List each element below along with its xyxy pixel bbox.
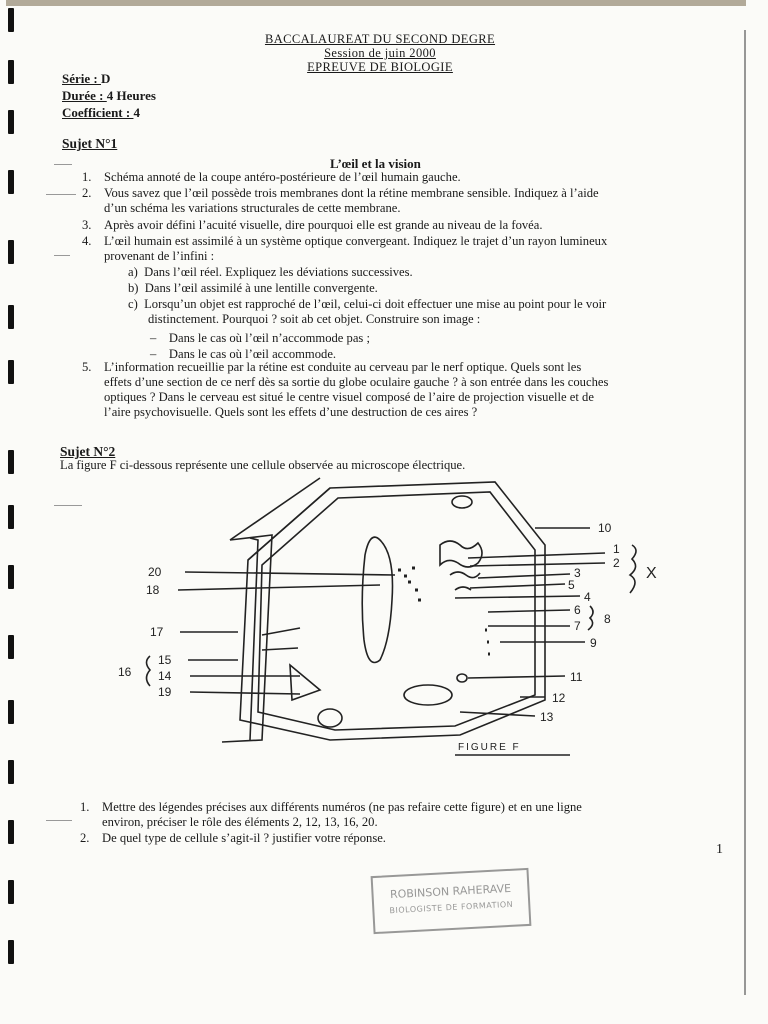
ink-stamp: [371, 868, 532, 934]
duree-value: 4 Heures: [106, 88, 156, 103]
stamp-line-1: ROBINSON RAHERAVE: [389, 881, 512, 902]
leader-line: [468, 676, 565, 678]
page-number: 1: [716, 842, 723, 857]
duree-label: Durée :: [62, 88, 107, 103]
fig-label-13: 13: [540, 710, 554, 724]
fig-label-4: 4: [584, 590, 591, 604]
sub-letter: c): [128, 297, 138, 311]
question-text-cont: d’un schéma les variations structurales de cette membrane.: [104, 201, 401, 215]
margin-mark: [54, 255, 70, 256]
header-line-2: Session de juin 2000: [324, 46, 436, 60]
sujet1-title: L’œil et la vision: [330, 156, 421, 171]
figure-caption: FIGURE F: [458, 742, 521, 753]
fig-label-20: 20: [148, 565, 162, 579]
serie-label: Série :: [62, 71, 101, 86]
sub-text-cont: distinctement. Pourquoi ? soit ab cet objet. Construire son image :: [148, 312, 481, 326]
dash-bullet: –: [150, 331, 157, 345]
leader-line: [478, 574, 570, 578]
margin-mark: [46, 820, 72, 821]
question-text-cont: provenant de l’infini :: [104, 249, 215, 263]
question-text: Vous savez que l’œil possède trois membranes dont la rétine membrane sensible. Indiquez à l’aide: [104, 186, 599, 200]
question-text: Schéma annoté de la coupe antéro-postérieure de l’œil humain gauche.: [104, 170, 461, 184]
question-text: L’œil humain est assimilé à un système optique convergeant. Indiquez le trajet d’un rayon lumineux: [104, 234, 608, 248]
neighbour-wall-left-inner: [250, 538, 258, 740]
fig-label-19: 19: [158, 685, 172, 699]
question-text: Mettre des légendes précises aux différents numéros (ne pas refaire cette figure) et en une ligne: [102, 800, 582, 814]
leader-line: [468, 553, 605, 558]
reticulum-cluster: [440, 541, 482, 567]
question-text-cont: l’aire psychovisuelle. Quels sont les effets d’une destruction de ces aires ?: [104, 405, 478, 419]
fig-label-6: 6: [574, 603, 581, 617]
header-line-1: BACCALAUREAT DU SECOND DEGRE: [264, 32, 496, 46]
question-number: 4.: [82, 234, 92, 248]
organelle-triangle: [290, 665, 320, 700]
sujet2-heading: Sujet N°2: [60, 444, 116, 459]
sub-text: Dans l’œil réel. Expliquez les déviations successives.: [144, 265, 413, 279]
sujet2-question-2: [80, 831, 720, 846]
brace-x: [630, 545, 636, 593]
question-text-cont: optiques ? Dans le cerveau est situé le centre visuel composé de l’aire de projection visuelle et de: [104, 390, 594, 404]
dash-bullet: –: [150, 347, 157, 361]
question-text: De quel type de cellule s’agit-il ? justifier votre réponse.: [102, 831, 386, 845]
fig-label-7: 7: [574, 619, 581, 633]
coef-label: Coefficient :: [62, 105, 134, 120]
ribosome-dots: [398, 568, 421, 600]
leader-line: [455, 596, 580, 598]
fig-label-18: 18: [146, 583, 160, 597]
dash-text: Dans le cas où l’œil accommode.: [168, 347, 337, 361]
sub-letter: b): [128, 281, 139, 295]
sujet2-question-1: [80, 800, 720, 830]
fig-label-x: X: [646, 565, 657, 582]
fig-label-10: 10: [598, 521, 612, 535]
mitochondrion: [452, 496, 472, 508]
organelle-11: [457, 674, 467, 682]
question-number: 2.: [82, 186, 92, 200]
stamp-line-2: BIOLOGISTE DE FORMATION: [389, 899, 514, 916]
fig-label-17: 17: [150, 625, 164, 639]
sub-letter: a): [128, 265, 138, 279]
question-number: 1.: [80, 800, 90, 814]
leader-line: [488, 610, 570, 612]
question-number: 2.: [80, 831, 90, 845]
fig-label-15: 15: [158, 653, 172, 667]
fig-label-3: 3: [574, 566, 581, 580]
serie-value: D: [100, 71, 111, 86]
fig-label-12: 12: [552, 691, 566, 705]
vacuole: [362, 537, 392, 662]
header-line-3: EPREUVE DE BIOLOGIE: [307, 60, 453, 74]
question-text: L’information recueillie par la rétine est conduite au cerveau par le nerf optique. Quels sont les: [104, 360, 582, 374]
mitochondrion: [318, 709, 342, 727]
sub-text: Lorsqu’un objet est rapproché de l’œil, celui-ci doit effectuer une mise au point pour le voir: [144, 297, 607, 311]
sub-text: Dans l’œil assimilé à une lentille convergente.: [144, 281, 378, 295]
question-text: Après avoir défini l’acuité visuelle, dire pourquoi elle est grande au niveau de la fovéa.: [104, 218, 543, 232]
fig-label-9: 9: [590, 636, 597, 650]
question-text-cont: environ, préciser le rôle des éléments 2, 12, 13, 16, 20.: [102, 815, 378, 829]
question-text-cont: effets d’une section de ce nerf dès sa sortie du globe oculaire gauche ? à son entrée dans les couches: [104, 375, 609, 389]
margin-mark: [54, 505, 82, 506]
question-number: 5.: [82, 360, 92, 374]
leader-line: [178, 585, 380, 590]
question-number: 3.: [82, 218, 92, 232]
leader-line: [470, 563, 605, 566]
vesicle-dots: [485, 630, 490, 654]
fig-label-2: 2: [613, 556, 620, 570]
fig-label-11: 11: [570, 670, 583, 684]
fig-label-1: 1: [613, 542, 620, 556]
fig-label-5: 5: [568, 578, 575, 592]
leader-line: [470, 584, 565, 588]
fig-label-8: 8: [604, 612, 611, 626]
leader-line: [190, 692, 300, 694]
sujet2-intro: La figure F ci-dessous représente une cellule observée au microscope électrique.: [60, 458, 466, 472]
brace-8: [588, 606, 593, 630]
leader-line: [460, 712, 535, 716]
fig-label-14: 14: [158, 669, 172, 683]
mitochondrion: [404, 685, 452, 705]
fig-label-16: 16: [118, 665, 132, 679]
margin-mark: [54, 164, 72, 165]
brace-16: [147, 656, 151, 686]
sujet1-heading: Sujet N°1: [62, 136, 118, 151]
question-number: 1.: [82, 170, 92, 184]
margin-mark: [46, 194, 76, 195]
dash-text: Dans le cas où l’œil n’accommode pas ;: [168, 331, 370, 345]
coef-value: 4: [133, 105, 140, 120]
